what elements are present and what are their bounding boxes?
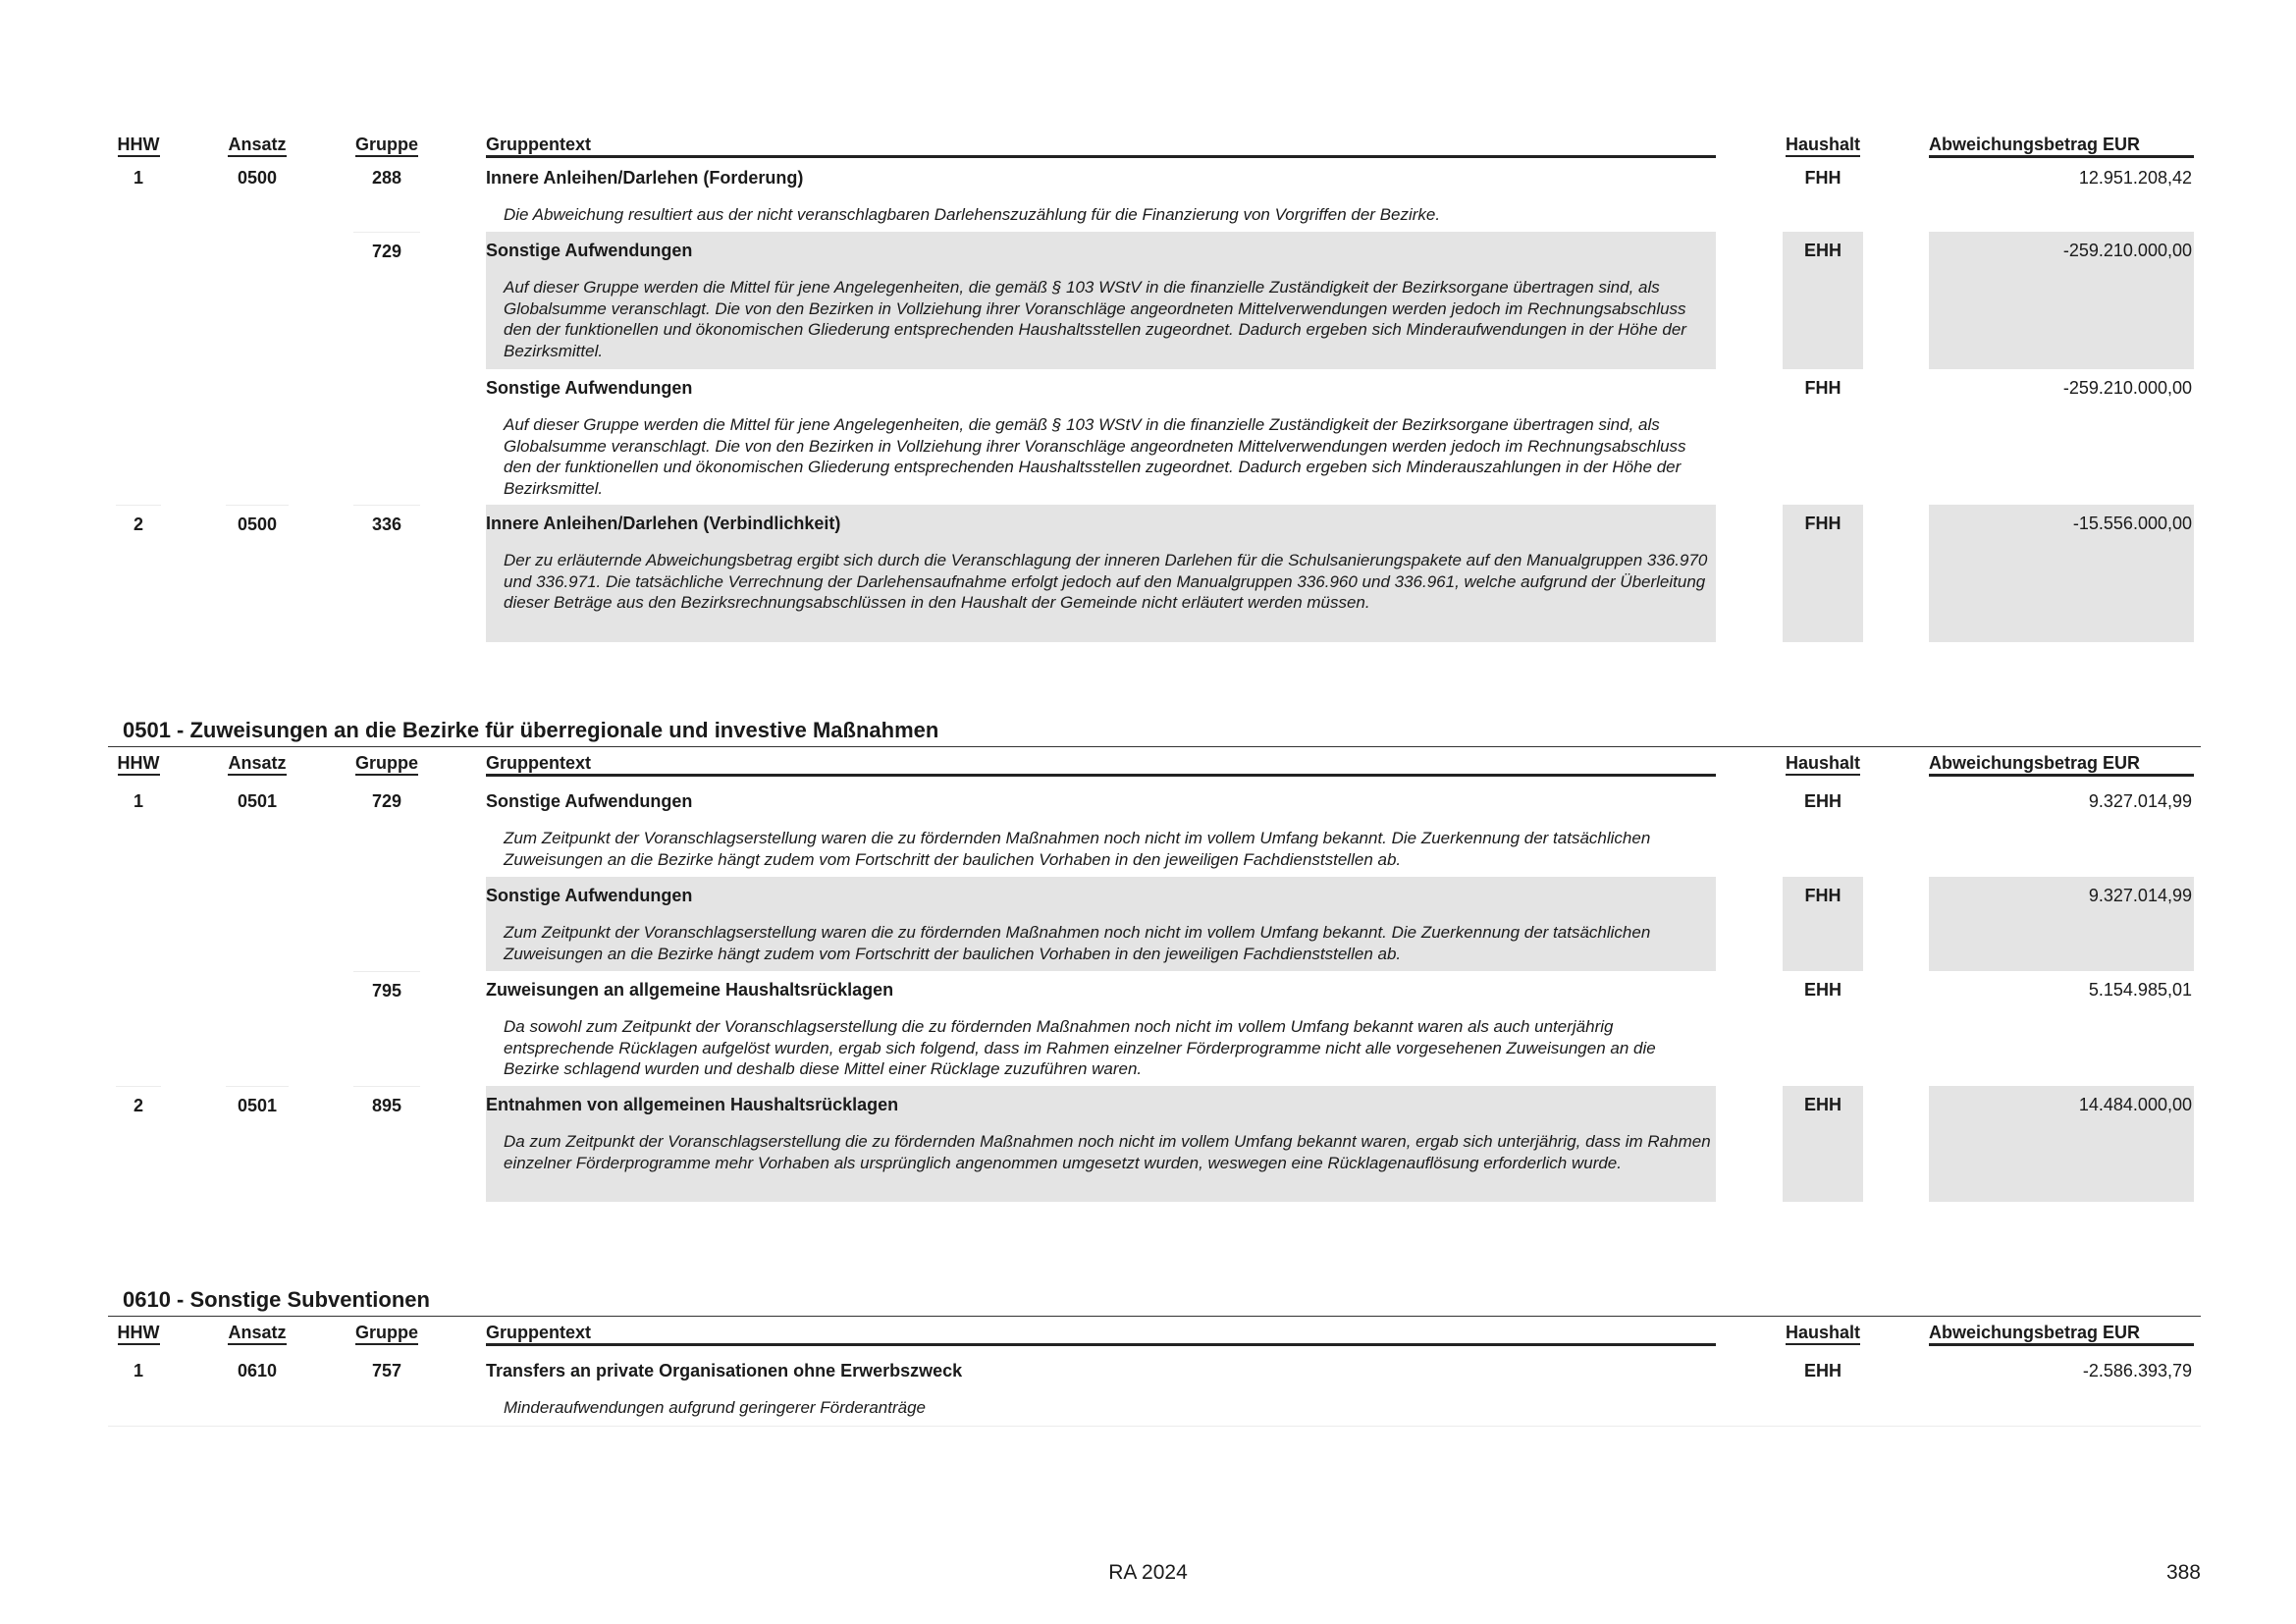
cell-ansatz: 0501 (226, 1086, 289, 1202)
section-0501 (108, 714, 2201, 1202)
cell-betrag: 9.327.014,99 (2088, 791, 2192, 811)
header-betrag: Abweichungsbetrag EUR (1929, 134, 2194, 158)
row-title: Innere Anleihen/Darlehen (Forderung) (486, 168, 804, 188)
section-0610 (108, 1283, 2201, 1427)
cell-gruppe: 288 (371, 168, 402, 188)
cell-hhw: 1 (133, 1361, 143, 1380)
cell-hhw: 1 (133, 791, 143, 811)
cell-gruppe: 729 (371, 791, 402, 811)
cell-ansatz: 0501 (237, 791, 278, 811)
header-hhw: HHW (118, 1323, 160, 1345)
cell-ansatz: 0500 (237, 168, 278, 188)
header-ansatz: Ansatz (228, 135, 286, 157)
cell-hhw: 1 (133, 168, 143, 188)
cell-betrag: 5.154.985,01 (2088, 980, 2192, 1000)
row-description: Der zu erläuternde Abweichungsbetrag ergibt sich durch die Veranschlagung der inneren Darlehen für die Schulsanierungspakete auf den Manualgruppen 336.970 und 336.971. Die tatsächliche Verrechnung der Darlehensaufnahme erfolgt jedoch auf den Manualgruppen 336.960 und 336.961, welche aufgrund der Überleitung dieser Beträge aus den Bezirksrechnungsabschlüssen in den Haushalt der Gemeinde nicht erläutert werden müssen. (504, 551, 1708, 612)
header-betrag: Abweichungsbetrag EUR (1929, 752, 2194, 777)
cell-betrag: -15.556.000,00 (1929, 505, 2194, 642)
table-row (108, 1352, 2201, 1427)
cell-gruppentext (486, 877, 1716, 971)
row-description: Zum Zeitpunkt der Voranschlagserstellung waren die zu fördernden Maßnahmen noch nicht im vollem Umfang bekannt. Die Zuerkennung der tatsächlichen Zuweisungen an die Bezirke hängt zudem vom Fortschritt der baulichen Vorhaben in den jeweiligen Fachdienststellen ab. (504, 829, 1651, 869)
header-haushalt: Haushalt (1786, 753, 1860, 776)
header-gruppe: Gruppe (355, 753, 418, 776)
row-description: Die Abweichung resultiert aus der nicht veranschlagbaren Darlehenszuzählung für die Finanzierung von Vorgriffen der Bezirke. (504, 205, 1441, 224)
cell-gruppe: 757 (371, 1361, 402, 1380)
cell-haushalt: FHH (1783, 877, 1863, 971)
table-row (108, 971, 2201, 1086)
row-title: Innere Anleihen/Darlehen (Verbindlichkeit) (486, 514, 841, 533)
table-row (108, 232, 2201, 369)
header-gruppentext: Gruppentext (486, 1322, 1716, 1346)
cell-gruppentext (486, 971, 1716, 1086)
table-row (108, 1086, 2201, 1202)
cell-gruppentext (486, 232, 1716, 369)
row-title: Sonstige Aufwendungen (486, 886, 693, 905)
table-row (108, 877, 2201, 971)
header-hhw: HHW (118, 135, 160, 157)
table-header (108, 1317, 2201, 1352)
cell-gruppentext (486, 505, 1716, 642)
header-ansatz: Ansatz (228, 1323, 286, 1345)
row-title: Zuweisungen an allgemeine Haushaltsrücklagen (486, 980, 894, 1000)
cell-haushalt: FHH (1804, 168, 1842, 188)
footer-report-label: RA 2024 (1108, 1561, 1188, 1584)
cell-betrag: 14.484.000,00 (1929, 1086, 2194, 1202)
header-haushalt: Haushalt (1786, 1323, 1860, 1345)
section-0500 (108, 124, 2201, 642)
row-description: Auf dieser Gruppe werden die Mittel für jene Angelegenheiten, die gemäß § 103 WStV in die finanzielle Zuständigkeit der Bezirksorgane übertragen sind, als Globalsumme veranschlagt. Die von den Bezirken in Vollziehung ihrer Voranschläge angeordneten Mittelverwendungen werden jedoch im Rechnungsabschluss den der funktionellen und ökonomischen Gliederung entsprechenden Haushaltsstellen zugeordnet. Dadurch ergeben sich Minderauszahlungen in der Höhe der Bezirksmittel. (504, 415, 1686, 498)
cell-betrag: -2.586.393,79 (2082, 1361, 2192, 1380)
cell-gruppe: 336 (353, 505, 420, 642)
cell-betrag: -259.210.000,00 (1929, 232, 2194, 369)
cell-haushalt: EHH (1803, 791, 1842, 811)
table-header (108, 124, 2201, 159)
row-description: Minderaufwendungen aufgrund geringerer Förderanträge (504, 1398, 927, 1417)
cell-ansatz: 0610 (237, 1361, 278, 1380)
cell-haushalt: EHH (1803, 1361, 1842, 1380)
header-gruppe: Gruppe (355, 1323, 418, 1345)
row-title: Sonstige Aufwendungen (486, 241, 693, 260)
cell-betrag: 12.951.208,42 (2078, 168, 2192, 188)
table-row (108, 159, 2201, 232)
cell-gruppentext (486, 1352, 1716, 1426)
row-description: Auf dieser Gruppe werden die Mittel für jene Angelegenheiten, die gemäß § 103 WStV in die finanzielle Zuständigkeit der Bezirksorgane übertragen sind, als Globalsumme veranschlagt. Die von den Bezirken in Vollziehung ihrer Voranschläge angeordneten Mittelverwendungen werden jedoch im Rechnungsabschluss den der funktionellen und ökonomischen Gliederung entsprechenden Haushaltsstellen zugeordnet. Dadurch ergeben sich Minderaufwendungen in der Höhe der Bezirksmittel. (504, 278, 1686, 360)
cell-haushalt: EHH (1803, 980, 1842, 1000)
row-description: Da zum Zeitpunkt der Voranschlagserstellung die zu fördernden Maßnahmen noch nicht im vollem Umfang bekannt waren, ergab sich unterjährig, dass im Rahmen einzelner Förderprogramme mehr Vorhaben als ursprünglich angenommen umgesetzt wurden, weswegen eine Rücklagenauflösung erforderlich wurde. (504, 1132, 1711, 1172)
cell-haushalt: FHH (1804, 378, 1842, 398)
cell-gruppentext (486, 783, 1716, 877)
page-number: 388 (2165, 1561, 2201, 1584)
header-gruppentext: Gruppentext (486, 134, 1716, 158)
cell-haushalt: EHH (1783, 1086, 1863, 1202)
cell-gruppe: 729 (353, 232, 420, 369)
cell-gruppentext (486, 159, 1716, 232)
cell-gruppentext (486, 1086, 1716, 1202)
header-haushalt: Haushalt (1786, 135, 1860, 157)
cell-gruppe: 795 (353, 971, 420, 1086)
table-row (108, 369, 2201, 505)
table-row (108, 505, 2201, 642)
cell-haushalt: EHH (1783, 232, 1863, 369)
row-title: Sonstige Aufwendungen (486, 791, 693, 811)
table-row (108, 783, 2201, 877)
header-hhw: HHW (118, 753, 160, 776)
cell-gruppentext (486, 369, 1716, 505)
header-gruppe: Gruppe (355, 135, 418, 157)
cell-betrag: -259.210.000,00 (2062, 378, 2192, 398)
row-title: Entnahmen von allgemeinen Haushaltsrücklagen (486, 1095, 899, 1114)
section-title: 0501 - Zuweisungen an die Bezirke für überregionale und investive Maßnahmen (108, 714, 2201, 747)
cell-betrag: 9.327.014,99 (1929, 877, 2194, 971)
cell-ansatz: 0500 (226, 505, 289, 642)
row-description: Zum Zeitpunkt der Voranschlagserstellung waren die zu fördernden Maßnahmen noch nicht im vollem Umfang bekannt. Die Zuerkennung der tatsächlichen Zuweisungen an die Bezirke hängt zudem vom Fortschritt der baulichen Vorhaben in den jeweiligen Fachdienststellen ab. (504, 923, 1651, 963)
section-title: 0610 - Sonstige Subventionen (108, 1283, 2201, 1317)
row-title: Sonstige Aufwendungen (486, 378, 693, 398)
cell-hhw: 2 (116, 505, 161, 642)
cell-gruppe: 895 (353, 1086, 420, 1202)
header-betrag: Abweichungsbetrag EUR (1929, 1322, 2194, 1346)
cell-haushalt: FHH (1783, 505, 1863, 642)
header-ansatz: Ansatz (228, 753, 286, 776)
row-title: Transfers an private Organisationen ohne Erwerbszweck (486, 1361, 963, 1380)
table-header (108, 747, 2201, 783)
cell-hhw: 2 (116, 1086, 161, 1202)
row-description: Da sowohl zum Zeitpunkt der Voranschlagserstellung die zu fördernden Maßnahmen noch nicht im vollem Umfang bekannt waren als auch unterjährig entsprechende Rücklagen aufgelöst wurden, ergab sich folgend, dass im Rahmen einzelner Förderprogramme nicht alle vorgesehenen Zuweisungen an die Bezirke schlagend wurden und deshalb diese Mittel einer Rücklage zuzuführen waren. (504, 1017, 1656, 1078)
header-gruppentext: Gruppentext (486, 752, 1716, 777)
